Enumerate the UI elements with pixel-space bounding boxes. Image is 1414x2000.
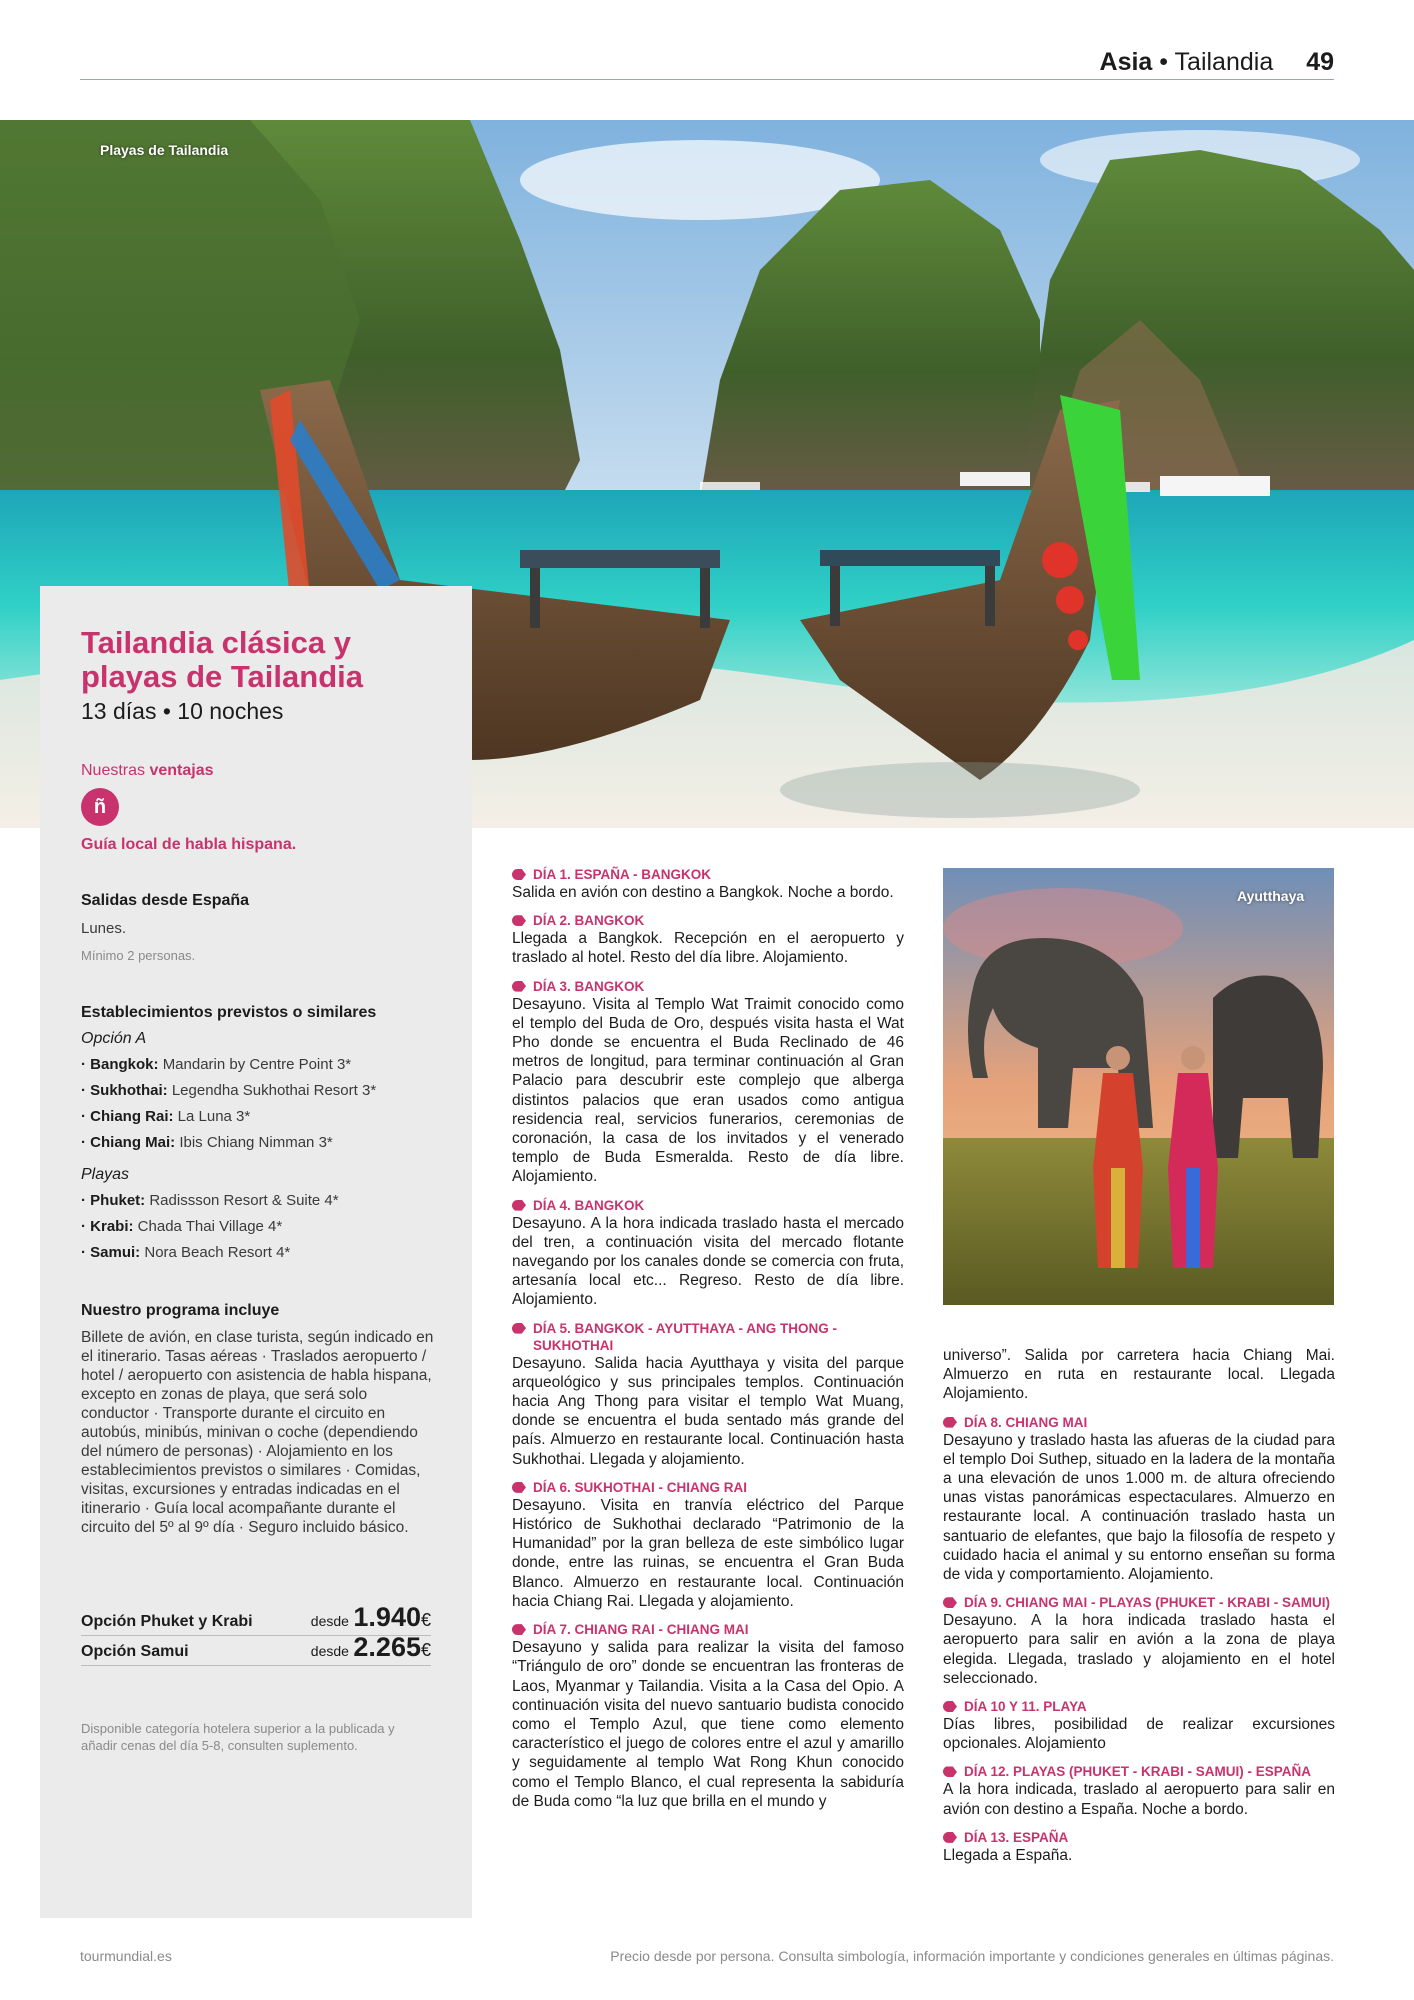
hotel-name: Ibis Chiang Nimman 3*	[179, 1134, 333, 1151]
advantages-label-1: Nuestras	[81, 762, 146, 779]
ayutthaya-illustration	[943, 868, 1334, 1305]
header-country: Tailandia	[1174, 48, 1274, 76]
hotel-name: Legendha Sukhothai Resort 3*	[171, 1082, 377, 1099]
hotel-item	[81, 1218, 282, 1235]
itinerary-day	[512, 1479, 904, 1611]
day-text: Días libres, posibilidad de realizar excursiones opcionales. Alojamiento	[943, 1716, 1335, 1753]
hotel-item	[81, 1082, 376, 1099]
itinerary-column-2	[943, 1346, 1335, 1875]
hotel-name: Mandarin by Centre Point 3*	[162, 1056, 352, 1073]
itinerary-day	[512, 1621, 904, 1811]
hotel-name: La Luna 3*	[177, 1108, 251, 1125]
price-row	[81, 1632, 431, 1666]
day-title: DÍA 5. BANGKOK - AYUTTHAYA - ANG THONG - SUKHOTHAI	[512, 1320, 904, 1354]
price-label: Opción Phuket y Krabi	[81, 1613, 253, 1630]
itinerary-day	[943, 1594, 1335, 1688]
price-label: Opción Samui	[81, 1643, 189, 1660]
day-text: Desayuno y traslado hasta las afueras de la ciudad para el templo Doi Suthep, situado en la ladera de la montaña a una elevación de unos 1.000 m. de altura ofreciendo unas vistas panorámicas espectaculares. Almuerzo en restaurante local. A continuación traslado hasta un santuario de elefantes, que bajo la filosofía de respeto y cuidado hacia el animal y su entorno enseñan su forma de vida y comportamiento. Alojamiento.	[943, 1431, 1335, 1584]
includes-text: Billete de avión, en clase turista, según indicado en el itinerario. Tasas aéreas · Traslados aeropuerto / hotel / aeropuerto con asistencia de habla hispana, excepto en zonas de playa, que será solo conductor · Transporte durante el circuito en autobús, minibús, minivan o coche (dependiendo del número de personas) · Alojamiento en los establecimientos previstos o similares · Comidas, visitas, excursiones y entradas indicadas en el itinerario · Guía local acompañante durante el circuito del 5º al 9º día · Seguro incluido básico.	[81, 1329, 434, 1536]
page-number: 49	[1306, 48, 1334, 76]
option-a-label: Opción A	[81, 1030, 147, 1047]
hotel-name: Nora Beach Resort 4*	[144, 1244, 291, 1261]
hotel-item	[81, 1134, 333, 1151]
day-text: Desayuno y salida para realizar la visita del famoso “Triángulo de oro” donde se encuentran las fronteras de Laos, Myanmar y Tailandia. Visita a la Casa del Opio. A continuación visita del nuevo santuario budista conocido como el Templo Azul, que tiene como elemento característico el juego de colores entre el azul y amarillo y seguidamente al templo Wat Rong Khun conocido como el Templo Blanco, el cual representa la sabiduría de Buda como “la luz que brilla en el mundo y	[512, 1639, 904, 1810]
itinerary-column-1	[512, 866, 904, 1821]
day-text: Salida en avión con destino a Bangkok. Noche a bordo.	[512, 884, 894, 901]
day-title: DÍA 2. BANGKOK	[512, 912, 904, 929]
itinerary-day	[512, 978, 904, 1187]
price-value	[311, 1632, 431, 1663]
footer-website: tourmundial.es	[80, 1948, 172, 1964]
day-title: DÍA 7. CHIANG RAI - CHIANG MAI	[512, 1621, 904, 1638]
hotels-heading: Establecimientos previstos o similares	[81, 1004, 377, 1021]
hotel-city: · Sukhothai:	[81, 1082, 168, 1099]
day-text: Llegada a España.	[943, 1846, 1073, 1864]
day-title: DÍA 6. SUKHOTHAI - CHIANG RAI	[512, 1479, 904, 1496]
itinerary-day	[943, 1763, 1335, 1818]
day-title: DÍA 9. CHIANG MAI - PLAYAS (PHUKET - KRABI - SAMUI)	[943, 1594, 1335, 1611]
includes-heading: Nuestro programa incluye	[81, 1302, 280, 1319]
hotel-city: · Chiang Rai:	[81, 1108, 174, 1125]
day-text: A la hora indicada, traslado al aeropuerto para salir en avión con destino a España. Noche a bordo.	[943, 1781, 1335, 1818]
departures-minimum: Mínimo 2 personas.	[81, 948, 196, 963]
ayutthaya-photo	[943, 868, 1334, 1305]
page-header	[80, 44, 1334, 80]
hotel-name: Radissson Resort & Suite 4*	[149, 1192, 339, 1209]
spanish-guide-icon: ñ	[81, 788, 119, 826]
hotel-city: · Bangkok:	[81, 1056, 159, 1073]
hotel-item	[81, 1192, 339, 1209]
tour-duration: 13 días • 10 noches	[81, 698, 284, 724]
hotel-city: · Chiang Mai:	[81, 1134, 176, 1151]
header-breadcrumb	[1100, 48, 1334, 77]
tour-title: Tailandia clásica y playas de Tailandia	[81, 625, 363, 694]
hotel-upgrade-note: Disponible categoría hotelera superior a la publicada y añadir cenas del día 5-8, consulten suplemento.	[81, 1721, 395, 1753]
price-amount: 1.940	[353, 1602, 421, 1632]
hotel-name: Chada Thai Village 4*	[137, 1218, 283, 1235]
day-text: Desayuno. Visita en tranvía eléctrico del Parque Histórico de Sukhothai declarado “Patrimonio de la Humanidad” por la gran belleza de este simbólico lugar donde, entre las ruinas, se encuentra el Gran Buda Blanco. Almuerzo en restaurante local. Continuación hacia Chiang Rai. Llegada y alojamiento.	[512, 1496, 904, 1610]
itinerary-day	[512, 866, 904, 902]
day-title: DÍA 3. BANGKOK	[512, 978, 904, 995]
hotel-item	[81, 1244, 290, 1261]
price-amount: 2.265	[353, 1632, 421, 1662]
footer-disclaimer: Precio desde por persona. Consulta simbología, información importante y condiciones generales en últimas páginas.	[610, 1948, 1334, 1964]
day-title: DÍA 4. BANGKOK	[512, 1197, 904, 1214]
day-text: Llegada a Bangkok. Recepción en el aeropuerto y traslado al hotel. Resto del día libre. Alojamiento.	[512, 930, 904, 967]
day-title: DÍA 8. CHIANG MAI	[943, 1414, 1335, 1431]
header-separator: •	[1159, 48, 1169, 76]
price-currency: €	[420, 1640, 431, 1660]
info-panel	[40, 586, 472, 1918]
advantage-text: Guía local de habla hispana.	[81, 836, 297, 853]
day-text: Desayuno. Salida hacia Ayutthaya y visita del parque arqueológico y sus principales templos. Continuación hacia Ang Thong para visitar el templo Wat Muang, donde se encuentra el buda sentado más grande del país. Almuerzo en restaurante local. Continuación hasta Sukhothai. Llegada y alojamiento.	[512, 1354, 904, 1468]
day-text: Desayuno. Visita al Templo Wat Traimit conocido como el templo del Buda de Oro, después visita hasta el Wat Pho donde se encuentra el Buda Reclinado de 46 metros de longitud, para terminar continuación al Gran Palacio para descubrir este complejo que alberga distintos palacios que eran usados como antigua residencia real, servicios funerarios, ceremonias de coronación, la casa de los invitados y el venerado templo de Buda Esmeralda. Resto de día libre. Alojamiento.	[512, 995, 904, 1186]
itinerary-day-continuation	[943, 1346, 1335, 1404]
advantages-label-2: ventajas	[149, 762, 214, 779]
advantages-label	[81, 762, 214, 780]
day-text: Desayuno. A la hora indicada traslado hasta el mercado del tren, a continuación visita del mercado flotante navegando por los canales donde se comercia con fruta, artesanía local etc... Regreso. Resto de día libre. Alojamiento.	[512, 1214, 904, 1309]
departures-days: Lunes.	[81, 920, 127, 937]
itinerary-day	[943, 1698, 1335, 1753]
day-title: DÍA 10 Y 11. PLAYA	[943, 1698, 1335, 1715]
hero-caption: Playas de Tailandia	[100, 142, 229, 158]
day-title: DÍA 13. ESPAÑA	[943, 1829, 1335, 1846]
price-value	[311, 1602, 431, 1633]
itinerary-day	[512, 1197, 904, 1310]
header-region: Asia	[1099, 48, 1153, 76]
hotel-city: · Krabi:	[81, 1218, 134, 1235]
itinerary-day	[512, 912, 904, 967]
hotel-city: · Samui:	[81, 1244, 141, 1261]
itinerary-day	[943, 1829, 1335, 1865]
side-photo-caption: Ayutthaya	[1237, 888, 1305, 904]
day-title: DÍA 12. PLAYAS (PHUKET - KRABI - SAMUI) - ESPAÑA	[943, 1763, 1335, 1780]
day-text: Desayuno. A la hora indicada traslado hasta el aeropuerto para salir en avión a la zona de playa elegida. Llegada, traslado y alojamiento en el hotel seleccionado.	[943, 1612, 1335, 1687]
itinerary-day	[943, 1414, 1335, 1585]
day-title: DÍA 1. ESPAÑA - BANGKOK	[512, 866, 904, 883]
day-text: universo”. Salida por carretera hacia Chiang Mai. Almuerzo en ruta en restaurante local. Llegada Alojamiento.	[943, 1347, 1335, 1403]
hotel-city: · Phuket:	[81, 1192, 146, 1209]
hotel-item	[81, 1108, 250, 1125]
departures-heading: Salidas desde España	[81, 892, 250, 909]
price-from: desde	[310, 1643, 349, 1659]
itinerary-day	[512, 1320, 904, 1469]
hotel-item	[81, 1056, 351, 1073]
beaches-label: Playas	[81, 1166, 130, 1183]
price-from: desde	[310, 1613, 349, 1629]
price-currency: €	[420, 1610, 431, 1630]
